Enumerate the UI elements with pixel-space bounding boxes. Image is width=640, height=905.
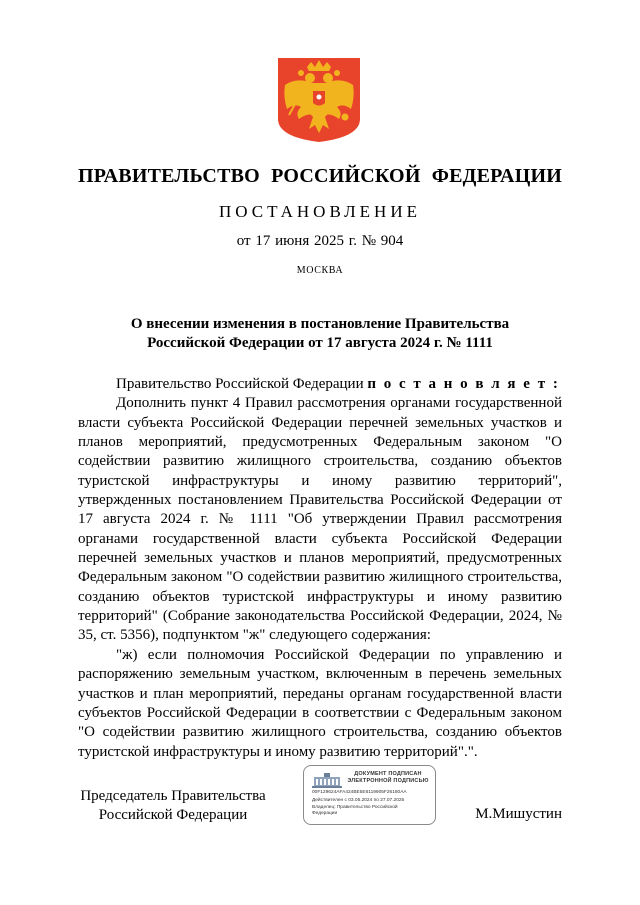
position-line-2: Российской Федерации (98, 807, 248, 823)
stamp-owner-line-1: Владелец: Правительство Российской (312, 805, 398, 810)
stamp-certificate: 00F129624AFA424BE5E6119905F26180AA (312, 790, 407, 795)
intro-paragraph (78, 375, 562, 394)
intro-verb: п о с т а н о в л я е т : (367, 376, 560, 392)
stamp-owner-line-2: Федерации (312, 811, 338, 816)
stamp-validity: Действителен с 03.05.2024 по 27.07.2025 (312, 798, 405, 803)
subject-line-2: Российской Федерации от 17 августа 2024 г. № 1111 (147, 335, 493, 351)
stamp-title-line-2: ЭЛЕКТРОННОЙ ПОДПИСЬЮ (347, 778, 429, 784)
government-building-icon (311, 771, 343, 789)
signatory-name: М.Мишустин (475, 806, 562, 822)
paragraph-2: "ж) если полномочия Российской Федерации по управлению и распоряжению земельным участком, включенным в перечень земельных участков и план мероприятий, переданы органам государственной власти субъектов Российской Федерации в соответствии с Федеральным законом "О содействии развитию жилищного строительства, созданию объектов туристской инфраструктуры и иному развитию территорий".". (78, 646, 562, 760)
government-title: ПРАВИТЕЛЬСТВО РОССИЙСКОЙ ФЕДЕРАЦИИ (78, 165, 562, 187)
coat-of-arms-emblem (277, 57, 361, 143)
stamp-title-line-1: ДОКУМЕНТ ПОДПИСАН (354, 771, 422, 777)
document-type: ПОСТАНОВЛЕНИЕ (218, 202, 421, 221)
decree-body (78, 375, 562, 762)
subject-line-1: О внесении изменения в постановление Правительства (130, 316, 510, 332)
paragraph-1: Дополнить пункт 4 Правил рассмотрения органами государственной власти субъекта Российской Федерации перечней земельных участков и планов мероприятий, предусмотренных Федеральным законом "О содействии развитию жилищного строительства, созданию объектов туристской инфраструктуры и иному развитию территорий", утвержденных постановлением Правительства Российской Федерации от 17 августа 2024 г. № 1111 "Об утверждении Правил рассмотрения органами государственной власти субъекта Российской Федерации перечней земельных участков и планов мероприятий, предусмотренных Федеральным законом "О содействии развитию жилищного строительства, созданию объектов туристской инфраструктуры и иному развитию территорий" (Собрание законодательства Российской Федерации, 2024, № 35, ст. 5356), подпунктом "ж" следующего содержания: (78, 395, 562, 644)
decree-subject (80, 315, 560, 353)
electronic-signature-stamp (303, 765, 436, 825)
decree-date: от 17 июня 2025 г. № 904 (236, 233, 404, 249)
intro-text: Правительство Российской Федерации (116, 376, 368, 392)
stamp-title (342, 771, 434, 785)
signatory-position (78, 787, 268, 825)
city: МОСКВА (296, 265, 344, 276)
position-line-1: Председатель Правительства (80, 788, 266, 804)
